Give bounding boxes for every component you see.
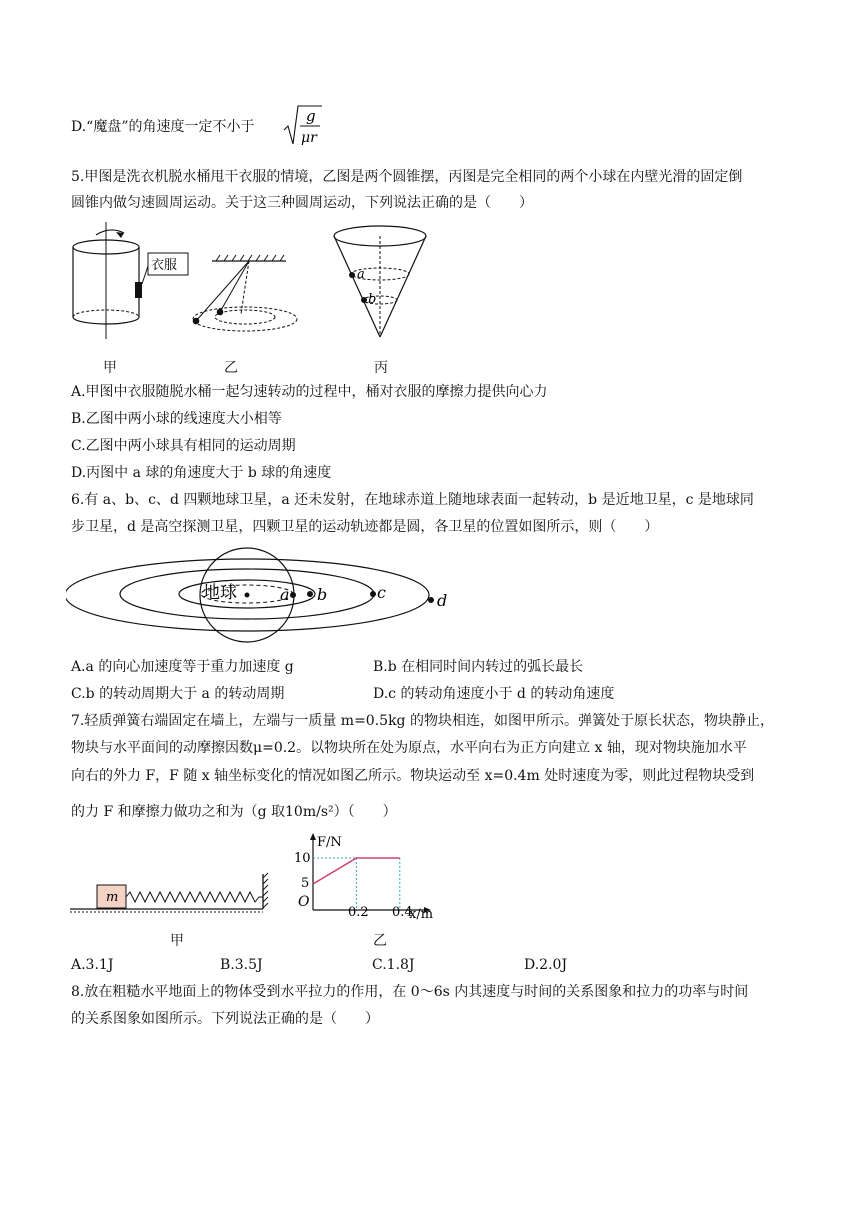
q6-option-c: C.b 的转动周期大于 a 的转动周期	[71, 686, 285, 702]
sat-c	[370, 591, 376, 597]
q6-option-b: B.b 在相同时间内转过的弧长最长	[373, 659, 584, 675]
q7-option-b: B.3.5J	[220, 957, 263, 973]
sat-d-label: d	[437, 591, 448, 610]
washer-drum-figure	[66, 222, 196, 340]
force-position-chart	[288, 830, 448, 924]
sat-b-label: b	[317, 585, 328, 604]
pendulum-ball-inner	[217, 309, 224, 316]
origin-label: O	[298, 894, 310, 910]
ball-b-label: b	[368, 292, 377, 307]
clothes-mark	[135, 282, 142, 298]
ball-b	[361, 297, 367, 303]
q8-stem-line1: 8.放在粗糙水平地面上的物体受到水平拉力的作用，在 0～6s 内其速度与时间的关系图象和拉力的功率与时间	[71, 984, 749, 1000]
orbit-outer	[193, 307, 297, 331]
earth-center	[245, 593, 250, 598]
q4-option-d	[71, 117, 255, 137]
x-tick-0.4: 0.4	[392, 905, 413, 920]
pendulum-ball-outer	[193, 318, 200, 325]
q5-stem-line2: 圆锥内做匀速圆周运动。关于这三种圆周运动，下列说法正确的是（ ）	[71, 195, 533, 211]
sat-c-label: c	[377, 583, 386, 602]
ball-a	[349, 272, 355, 278]
q4-option-d-text: D.“魔盘”的角速度一定不小于	[71, 119, 255, 135]
caption-yi-q7: 乙	[373, 933, 387, 949]
sat-d	[428, 597, 434, 603]
q5-stem-line1: 5.甲图是洗衣机脱水桶甩干衣服的情境，乙图是两个圆锥摆，丙图是完全相同的两个小球在内壁光滑的固定倒	[71, 169, 743, 185]
sqrt-formula	[283, 104, 323, 148]
q7-option-d: D.2.0J	[524, 957, 568, 973]
caption-jia: 甲	[103, 360, 117, 376]
q7-option-c: C.1.8J	[372, 957, 415, 973]
q7-stem-line3: 向右的外力 F，F 随 x 轴坐标变化的情况如图乙所示。物块运动至 x=0.4m 处时速度为零，则此过程物块受到	[71, 768, 755, 784]
spring-block-figure	[66, 870, 270, 916]
q8-stem-line2: 的关系图象如图所示。下列说法正确的是（ ）	[71, 1011, 379, 1027]
q5-option-b: B.乙图中两小球的线速度大小相等	[71, 411, 282, 427]
clothes-label: 衣服	[151, 258, 178, 273]
q6-option-a: A.a 的向心加速度等于重力加速度 g	[71, 659, 294, 675]
q7-stem-line2: 物块与水平面间的动摩擦因数μ=0.2。以物块所在处为原点，水平向右为正方向建立 x 轴，现对物块施加水平	[71, 740, 747, 756]
ball-a-label: a	[357, 267, 365, 282]
orbit-inner	[215, 310, 275, 324]
caption-jia-q7: 甲	[170, 933, 184, 949]
sat-a	[290, 592, 296, 598]
inverted-cone-figure	[330, 222, 440, 340]
q6-stem-line2: 步卫星，d 是高空探测卫星，四颗卫星的运动轨迹都是圆，各卫星的位置如图所示，则（ ）	[71, 519, 659, 535]
q6-option-d: D.c 的转动角速度小于 d 的转动角速度	[373, 686, 615, 702]
q5-option-d: D.丙图中 a 球的角速度大于 b 球的角速度	[71, 465, 332, 481]
y-tick-5: 5	[301, 876, 310, 891]
x-tick-0.2: 0.2	[348, 905, 369, 920]
y-axis-label: F/N	[317, 835, 342, 850]
spring	[126, 892, 263, 902]
q5-option-c: C.乙图中两小球具有相同的运动周期	[71, 438, 296, 454]
q6-stem-line1: 6.有 a、b、c、d 四颗地球卫星，a 还未发射，在地球赤道上随地球表面一起转动，b 是近地卫星，c 是地球同	[71, 492, 754, 508]
q7-stem-line1: 7.轻质弹簧右端固定在墙上，左端与一质量 m=0.5kg 的物块相连，如图甲所示。弹簧处于原长状态，物块静止，	[71, 713, 774, 729]
conical-pendulum-figure	[182, 250, 308, 336]
sqrt-numerator: g	[306, 107, 316, 125]
q7-option-a: A.3.1J	[71, 957, 114, 973]
sqrt-denominator: μr	[301, 130, 317, 146]
x-axis-label: x/m	[409, 907, 434, 922]
sat-b	[307, 591, 313, 597]
caption-yi: 乙	[224, 360, 238, 376]
sat-a-label: a	[280, 585, 290, 604]
y-tick-10: 10	[294, 851, 311, 866]
block-label: m	[106, 890, 119, 905]
caption-bing: 丙	[374, 360, 388, 376]
q5-option-a: A.甲图中衣服随脱水桶一起匀速转动的过程中，桶对衣服的摩擦力提供向心力	[71, 384, 548, 400]
satellite-orbit-figure	[66, 545, 460, 665]
earth-label: 地球	[203, 583, 237, 603]
q7-stem-line4: 的力 F 和摩擦力做功之和为（g 取10m/s²）（ ）	[71, 804, 397, 820]
